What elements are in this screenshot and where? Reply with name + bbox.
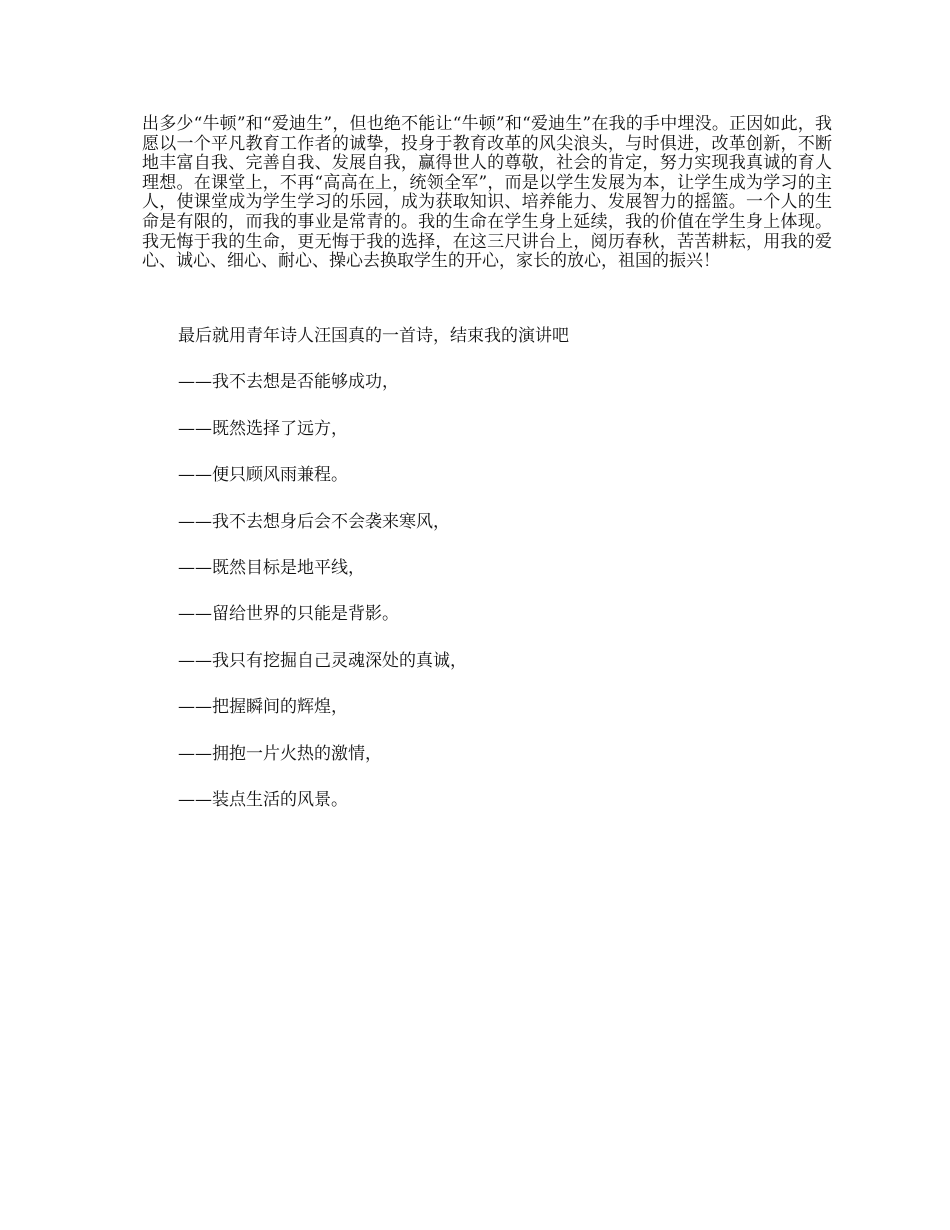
poem-section [178, 327, 569, 837]
poem-line: ——拥抱一片火热的激情， [178, 743, 382, 764]
poem-line: ——便只顾风雨兼程。 [178, 465, 348, 486]
poem-line: ——留给世界的只能是背影。 [178, 604, 399, 625]
closing-intro-line: 最后就用青年诗人汪国真的一首诗，结束我的演讲吧 [178, 326, 569, 346]
poem-line: ——把握瞬间的辉煌， [178, 697, 348, 718]
body-paragraph: 出多少“牛顿”和“爱迪生”，但也绝不能让“牛顿”和“爱迪生”在我的手中埋没。正因如此，我愿以一个平凡教育工作者的诚挚，投身于教育改革的风尖浪头，与时俱进，改革创新，不断地丰富自我、完善自我、发展自我，赢得世人的尊敬，社会的肯定，努力实现我真诚的育人理想。在课堂上，不再“高高在上，统领全军”，而是以学生发展为本，让学生成为学习的主人，使课堂成为学生学习的乐园，成为获取知识、培养能力、发展智力的摇篮。一个人的生命是有限的，而我的事业是常青的。我的生命在学生身上延续，我的价值在学生身上体现。我无悔于我的生命，更无悔于我的选择，在这三尺讲台上，阅历春秋，苦苦耕耘，用我的爱心、诚心、细心、耐心、操心去换取学生的开心，家长的放心，祖国的振兴！ [142, 114, 832, 272]
poem-line: ——既然选择了远方， [178, 418, 348, 439]
poem-line: ——既然目标是地平线， [178, 557, 365, 578]
poem-line: ——装点生活的风景。 [178, 789, 348, 810]
poem-line: ——我不去想身后会不会袭来寒风， [178, 511, 450, 532]
poem-line: ——我不去想是否能够成功， [178, 372, 399, 393]
poem-line: ——我只有挖掘自己灵魂深处的真诚， [178, 650, 467, 671]
